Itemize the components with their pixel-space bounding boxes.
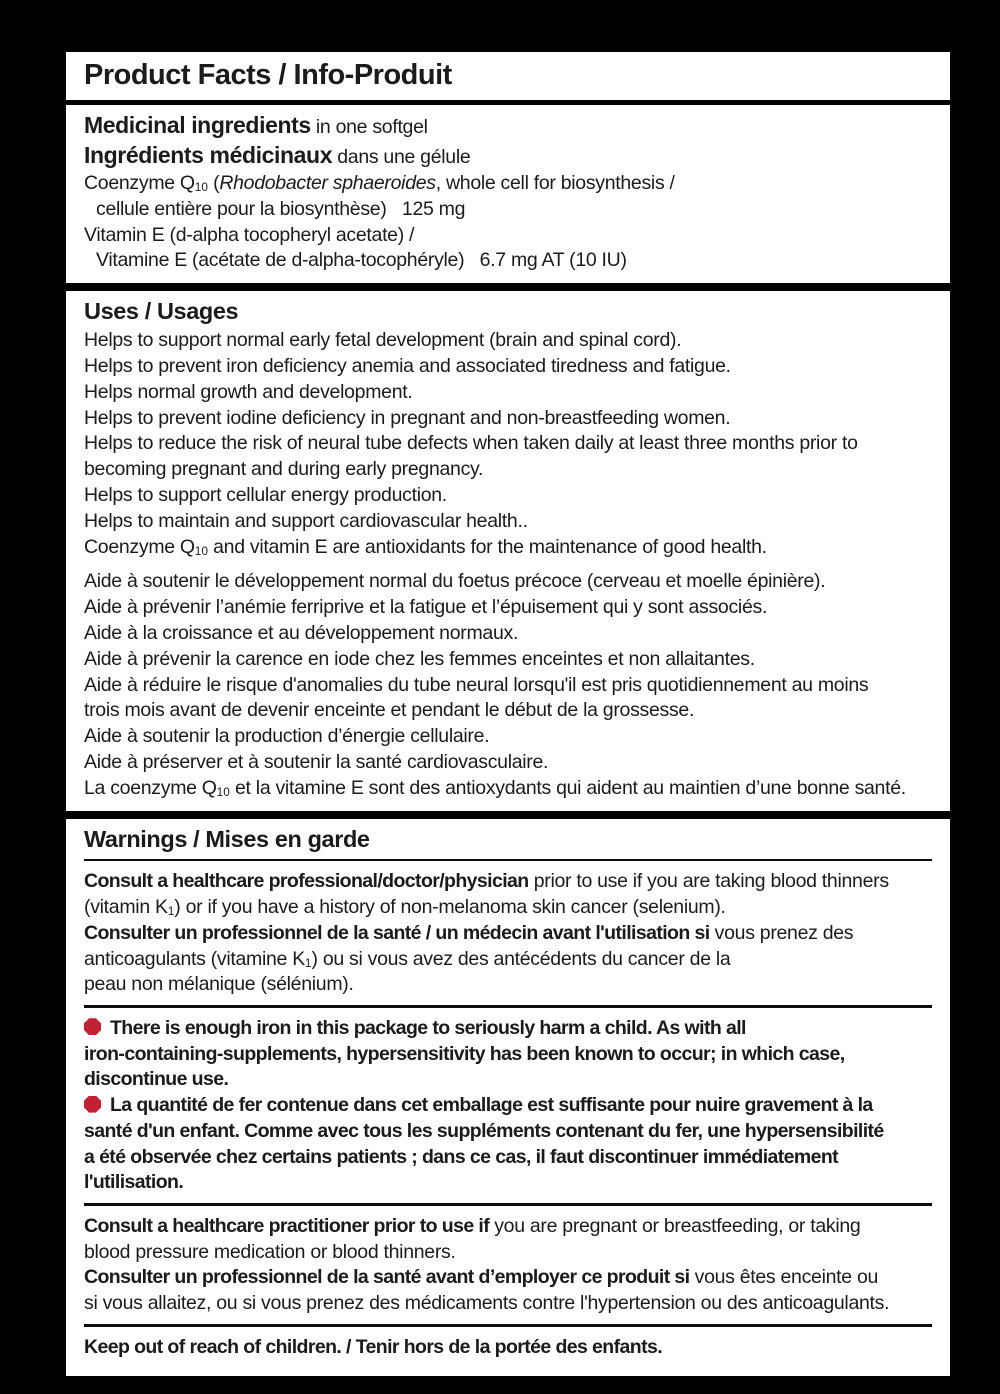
warning-group-consult-professional xyxy=(84,861,932,1005)
text-line: Ingrédients médicinaux dans une gélule xyxy=(84,141,471,168)
warnings-section xyxy=(66,819,950,1377)
text-line: Helps to prevent iodine deficiency in pregnant and non-breastfeeding women. xyxy=(84,406,731,429)
text-line: Consulter un professionnel de la santé / un médecin avant l'utilisation si vous prenez des xyxy=(84,921,854,944)
text-line: Aide à la croissance et au développement normaux. xyxy=(84,621,519,644)
title-section xyxy=(66,52,950,100)
text-line: Helps to support cellular energy production. xyxy=(84,483,447,506)
text-line: trois mois avant de devenir enceinte et pendant le début de la grossesse. xyxy=(84,699,695,722)
warning-group-iron xyxy=(84,1008,932,1204)
text-line: Helps to reduce the risk of neural tube defects when taken daily at least three months prior to xyxy=(84,432,858,455)
text-line: Aide à prévenir la carence en iode chez les femmes enceintes et non allaitantes. xyxy=(84,647,755,670)
text-line: iron-containing-supplements, hypersensitivity has been known to occur; in which case, xyxy=(84,1042,845,1065)
text-line: Consulter un professionnel de la santé avant d’employer ce produit si vous êtes enceinte ou xyxy=(84,1266,879,1289)
medicinal-ingredients-section xyxy=(66,105,950,283)
text-line: blood pressure medication or blood thinners. xyxy=(84,1240,456,1263)
uses-french-text xyxy=(84,569,932,801)
text-line: Vitamin E (d-alpha tocopheryl acetate) / xyxy=(84,223,415,246)
medicinal-ingredients-text xyxy=(84,112,932,274)
text-line: Consult a healthcare professional/doctor/physician prior to use if you are taking blood thinners xyxy=(84,870,889,893)
text-line: a été observée chez certains patients ; dans ce cas, il faut discontinuer immédiatement xyxy=(84,1145,839,1168)
text-line: cellule entière pour la biosynthèse) 125 mg xyxy=(96,197,466,220)
text-line: Aide à préserver et à soutenir la santé cardiovasculaire. xyxy=(84,750,549,773)
uses-heading: Uses / Usages xyxy=(84,298,239,325)
text-line: l'utilisation. xyxy=(84,1171,184,1194)
text-line: anticoagulants (vitamine $K_1$) ou si vous avez des antécédents du cancer de la xyxy=(84,947,731,970)
text-line: La coenzyme $Q_{10}$ et la vitamine E sont des antioxydants qui aident au maintien d’une bonne santé. xyxy=(84,776,906,799)
page-title: Product Facts / Info-Produit xyxy=(84,59,452,91)
text-line: Aide à soutenir le développement normal du foetus précoce (cerveau et moelle épinière). xyxy=(84,570,826,593)
warning-group-consult-practitioner xyxy=(84,1206,932,1324)
text-line: santé d'un enfant. Comme avec tous les suppléments contenant du fer, une hypersensibilité xyxy=(84,1119,884,1142)
text-line: Keep out of reach of children. / Tenir hors de la portée des enfants. xyxy=(84,1335,663,1358)
warnings-heading: Warnings / Mises en garde xyxy=(84,825,370,852)
uses-section xyxy=(66,291,950,810)
text-line: peau non mélanique (sélénium). xyxy=(84,973,354,996)
product-facts-label xyxy=(66,52,950,1376)
text-line: La quantité de fer contenue dans cet emballage est suffisante pour nuire gravement à la xyxy=(84,1093,932,1119)
text-line: Helps normal growth and development. xyxy=(84,380,413,403)
text-line: Vitamine E (acétate de d-alpha-tocophéryle) 6.7 mg AT (10 IU) xyxy=(96,249,627,272)
text-line: Aide à réduire le risque d'anomalies du tube neural lorsqu'il est pris quotidiennement au moins xyxy=(84,673,869,696)
stop-octagon-icon xyxy=(84,1018,101,1035)
text-line: Medicinal ingredients in one softgel xyxy=(84,112,428,138)
text-line: Aide à soutenir la production d’énergie cellulaire. xyxy=(84,725,490,748)
warning-group-keep-away xyxy=(84,1327,932,1368)
stop-octagon-icon xyxy=(84,1096,101,1113)
text-line: Consult a healthcare practitioner prior to use if you are pregnant or breastfeeding, or taking xyxy=(84,1214,861,1237)
uses-english-text xyxy=(84,328,932,560)
text-line: (vitamin $K_1$) or if you have a history of non-melanoma skin cancer (selenium). xyxy=(84,895,726,919)
text-line: Coenzyme $Q_{10}$ and vitamin E are antioxidants for the maintenance of good health. xyxy=(84,535,767,558)
text-line: Helps to prevent iron deficiency anemia and associated tiredness and fatigue. xyxy=(84,354,731,377)
text-line: discontinue use. xyxy=(84,1068,229,1091)
text-line: There is enough iron in this package to seriously harm a child. As with all xyxy=(84,1016,932,1042)
text-line: Coenzyme $Q_{10}$ (Rhodobacter sphaeroides, whole cell for biosynthesis / xyxy=(84,172,675,195)
text-line: Helps to maintain and support cardiovascular health.. xyxy=(84,509,528,532)
text-line: becoming pregnant and during early pregnancy. xyxy=(84,458,484,481)
text-line: Helps to support normal early fetal development (brain and spinal cord). xyxy=(84,329,682,352)
text-line: Aide à prévenir l’anémie ferriprive et la fatigue et l’épuisement qui y sont associés. xyxy=(84,596,768,619)
text-line: si vous allaitez, ou si vous prenez des médicaments contre l'hypertension ou des anticoagulants. xyxy=(84,1292,890,1315)
